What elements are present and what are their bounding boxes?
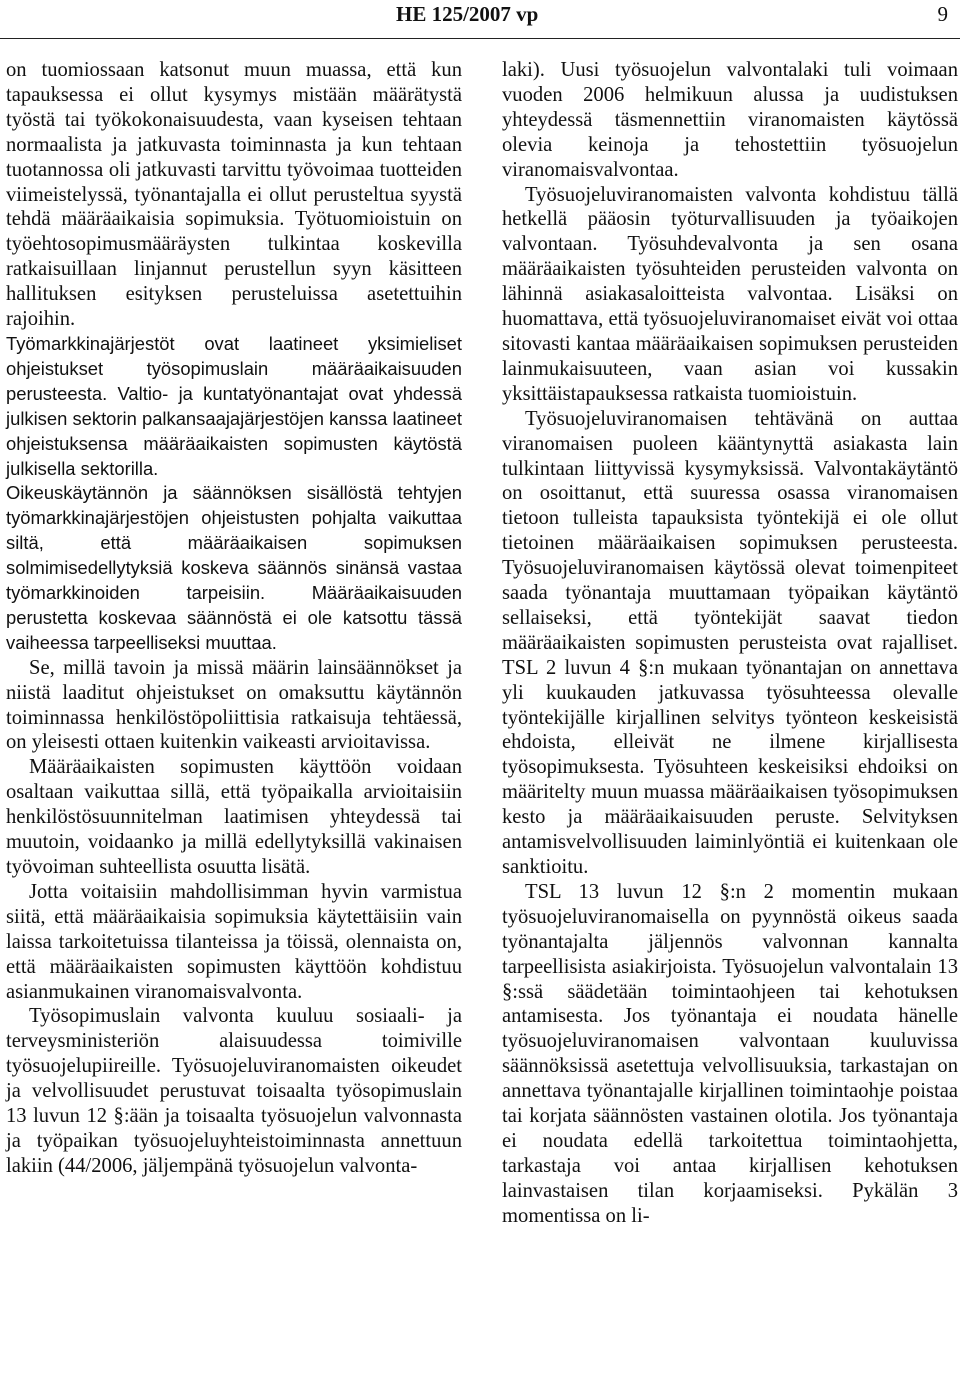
page-number: 9 <box>937 2 948 26</box>
paragraph: Työsuojeluviranomaisen tehtävänä on auttaa viranomaisen puoleen kääntynyttä asiakasta lain tulkintaan liittyvissä kysymyksissä. Valvontakäytäntö on osoittanut, että suuressa osassa viranomaisen tietoon tulleista tapauksista työntekijä ei ole ollut tietoinen määräaikaisen sopimuksen perusteesta. Työsuojeluviranomaisen käytössä olevat toimenpiteet saada työnantaja muuttamaan työpaikan käytäntö sellaiseksi, että työntekijät saavat tiedon määräaikaisten sopimusten perusteista ovat rajalliset. TSL 2 luvun 4 §:n mukaan työnantajan on annettava yli kuukauden jatkuvassa työsuhteessa olevalle työntekijälle kirjallinen selvitys työnteon keskeisistä ehdoista, elleivät ne ilmene kirjallisesta työsopimuksesta. Työsuhteen keskeisiksi ehdoiksi on määritelty muun muassa määräaikaisen työsopimuksen kesto ja määräaikaisuuden peruste. Selvityksen antamisvelvollisuuden laiminlyöntiä ei kuitenkaan ole sanktioitu. <box>502 407 958 878</box>
paragraph: Se, millä tavoin ja missä määrin lainsäännökset ja niistä laaditut ohjeistukset on omaksuttu käytännön toiminnassa henkilöstöpoliittisia ratkaisuja tehtäessä, on yleisesti ottaen kuitenkin vaikeasti arvioitavissa. <box>6 656 462 754</box>
page-header <box>0 0 960 39</box>
paragraph: Jotta voitaisiin mahdollisimman hyvin varmistua siitä, että määräaikaisia sopimuksia käytettäisiin vain laissa tarkoitetuissa tilanteissa ja töissä, olennaista on, että määräaikaisten sopimusten käyttöön kohdistuu asianmukainen viranomaisvalvonta. <box>6 880 462 1003</box>
paragraph: on tuomiossaan katsonut muun muassa, että kun tapauksessa ei ollut kysymys mistään määrätystä työstä tai työkokonaisuudesta, vaan kyseisen tehtaan normaalista ja jatkuvasta toiminnasta ja kun tehtaan tuotannossa oli jatkuvasti tarvittu työvoimaa tuotteiden viimeistelyssä, työnantajalla ei ollut perusteltua syystä tehdä määräaikaisia sopimuksia. Työtuomioistuin on työehtosopimusmääräysten tulkintaa koskevilla ratkaisuillaan linjannut perustellun syyn käsitteen hallituksen esityksen perusteluissa asetettuihin rajoihin. <box>6 59 462 331</box>
paragraph: Työsopimuslain valvonta kuuluu sosiaali- ja terveysministeriön alaisuudessa toimiville työsuojelupiireille. Työsuojeluviranomaisten oikeudet ja velvollisuudet perustuvat toisaalta työsopimuslain 13 luvun 12 §:ään ja toisaalta työsuojelun valvonnasta ja työpaikan työsuojeluyhteistoiminnasta annettuun lakiin (44/2006, jäljempänä työsuojelun valvonta- <box>6 1005 462 1177</box>
paragraph: Oikeuskäytännön ja säännöksen sisällöstä tehtyjen työmarkkinajärjestöjen ohjeistusten pohjalta vaikuttaa siltä, että määräaikaisen sopimuksen solmimisedellytyksiä koskeva säännös sinänsä vastaa työmarkkinoiden tarpeisiin. Määräaikaisuuden perustetta koskevaa säännöstä ei ole katsottu tässä vaiheessa tarpeelliseksi muuttaa. <box>6 482 462 653</box>
document-id: HE 125/2007 vp <box>396 2 539 26</box>
paragraph: Työmarkkinajärjestöt ovat laatineet yksimieliset ohjeistukset työsopimuslain määräaikaisuuden perusteesta. Valtio- ja kuntatyönantajat ovat yhdessä julkisen sektorin palkansaajajärjestöjen kanssa laatineet ohjeistuksensa määräaikaisten sopimusten käytöstä julkisella sektorilla. <box>6 332 462 479</box>
left-column <box>6 58 462 1179</box>
paragraph: laki). Uusi työsuojelun valvontalaki tuli voimaan vuoden 2006 helmikuun alussa ja uudistuksen yhteydessä täsmennettiin viranomaisten käytössä olevia keinoja ja tehostettiin työsuojelun viranomaisvalvontaa. <box>502 59 958 181</box>
paragraph: Työsuojeluviranomaisten valvonta kohdistuu tällä hetkellä pääosin työturvallisuuden ja työaikojen valvontaan. Työsuhdevalvonta ja sen osana määräaikaisten työsuhteiden perusteiden valvonta on lähinnä asiakasaloitteista valvontaa. Lisäksi on huomattava, että työsuojeluviranomaiset eivät voi ottaa sitovasti kantaa määräaikaisen sopimuksen perusteiden lainmukaisuuteen, vaan asian voi kussakin yksittäistapauksessa ratkaista tuomioistuin. <box>502 183 958 405</box>
right-column <box>502 58 958 1229</box>
paragraph: TSL 13 luvun 12 §:n 2 momentin mukaan työsuojeluviranomaisella on pyynnöstä oikeus saada työnantajalta jäljennös valvonnan kannalta tarpeellisista asiakirjoista. Työsuojelun valvontalain 13 §:ssä säädetään toimintaohjeen tai kehotuksen antamisesta. Jos työnantaja ei noudata hänelle työsuojeluviranomaisen valvontaan kuuluvissa säännöksissä asetettuja velvollisuuksia, tarkastajan on annettava työnantajalle kirjallinen toimintaohje poistaa tai korjata säännösten vastainen olotila. Jos työnantaja ei noudata edellä tarkoitettua toimintaohjetta, tarkastaja voi antaa kirjallisen kehotuksen lainvastaisen tilan korjaamiseksi. Pykälän 3 momentissa on li- <box>502 880 958 1227</box>
paragraph: Määräaikaisten sopimusten käyttöön voidaan osaltaan vaikuttaa sillä, että työpaikalla arvioitaisiin henkilöstösuunnitelman laatimisen yhteydessä tai muutoin, voidaanko ja millä edellytyksillä vakinaisen työvoiman suhteellista osuutta lisätä. <box>6 756 462 878</box>
